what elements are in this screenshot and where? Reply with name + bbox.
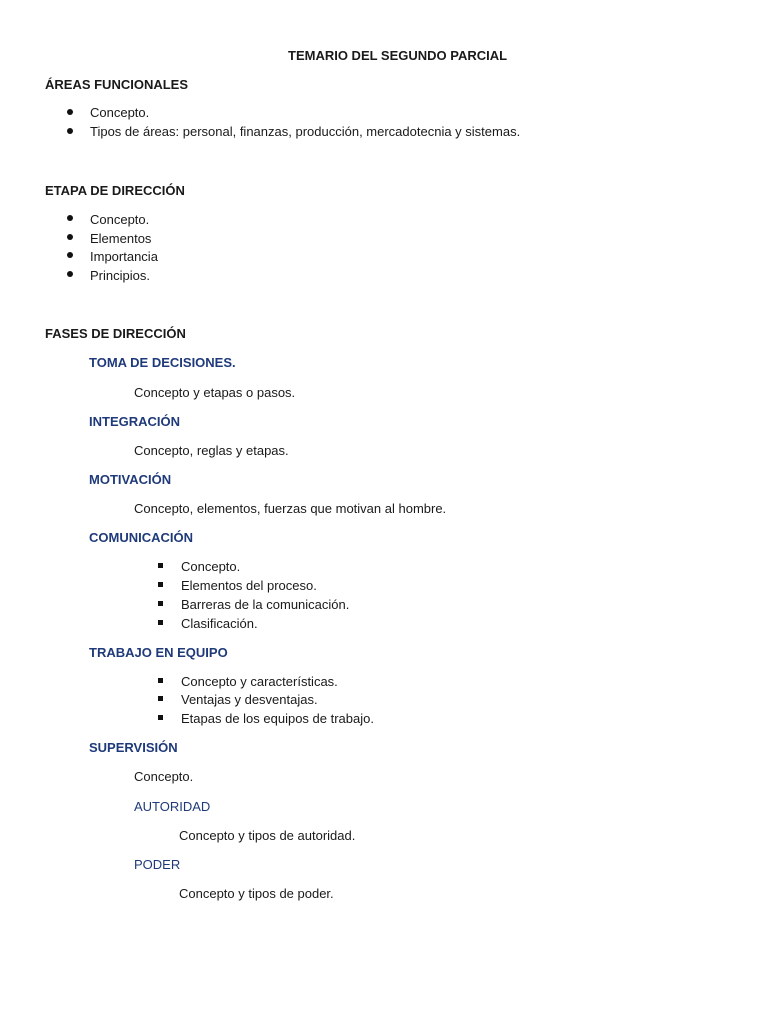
subheading-toma-decisiones: TOMA DE DECISIONES. bbox=[89, 355, 236, 370]
subheading-supervision: SUPERVISIÓN bbox=[89, 740, 178, 755]
square-bullet-icon bbox=[158, 601, 163, 606]
paragraph: Concepto y tipos de poder. bbox=[179, 886, 334, 901]
section-heading-etapa-direccion: ETAPA DE DIRECCIÓN bbox=[45, 183, 185, 198]
list-item: Importancia bbox=[90, 249, 158, 264]
bullet-icon bbox=[67, 109, 73, 115]
bullet-icon bbox=[67, 234, 73, 240]
list-item: Tipos de áreas: personal, finanzas, producción, mercadotecnia y sistemas. bbox=[90, 124, 521, 139]
paragraph: Concepto. bbox=[134, 769, 194, 784]
square-bullet-icon bbox=[158, 678, 163, 683]
list-item: Clasificación. bbox=[181, 616, 258, 631]
list-item: Concepto. bbox=[90, 105, 150, 120]
square-bullet-icon bbox=[158, 620, 163, 625]
bullet-icon bbox=[67, 215, 73, 221]
paragraph: Concepto, elementos, fuerzas que motivan al hombre. bbox=[134, 501, 447, 516]
list-item: Barreras de la comunicación. bbox=[181, 597, 350, 612]
subheading-motivacion: MOTIVACIÓN bbox=[89, 472, 172, 487]
list-item: Concepto y características. bbox=[181, 674, 338, 689]
list-item: Etapas de los equipos de trabajo. bbox=[181, 711, 374, 726]
list-item: Concepto. bbox=[181, 559, 241, 574]
subheading-integracion: INTEGRACIÓN bbox=[89, 414, 180, 429]
list-item: Elementos bbox=[90, 231, 152, 246]
square-bullet-icon bbox=[158, 582, 163, 587]
list-item: Concepto. bbox=[90, 212, 150, 227]
square-bullet-icon bbox=[158, 715, 163, 720]
square-bullet-icon bbox=[158, 696, 163, 701]
paragraph: Concepto y tipos de autoridad. bbox=[179, 828, 356, 843]
paragraph: Concepto, reglas y etapas. bbox=[134, 443, 289, 458]
list-item: Elementos del proceso. bbox=[181, 578, 317, 593]
section-heading-fases-direccion: FASES DE DIRECCIÓN bbox=[45, 326, 186, 341]
bullet-icon bbox=[67, 271, 73, 277]
list-item: Ventajas y desventajas. bbox=[181, 692, 318, 707]
document-title: TEMARIO DEL SEGUNDO PARCIAL bbox=[288, 48, 508, 63]
subheading-trabajo-equipo: TRABAJO EN EQUIPO bbox=[89, 645, 228, 660]
section-heading-areas-funcionales: ÁREAS FUNCIONALES bbox=[45, 77, 189, 92]
square-bullet-icon bbox=[158, 563, 163, 568]
paragraph: Concepto y etapas o pasos. bbox=[134, 385, 296, 400]
subheading-autoridad: AUTORIDAD bbox=[134, 799, 211, 814]
subheading-poder: PODER bbox=[134, 857, 181, 872]
bullet-icon bbox=[67, 252, 73, 258]
list-item: Principios. bbox=[90, 268, 150, 283]
subheading-comunicacion: COMUNICACIÓN bbox=[89, 530, 193, 545]
bullet-icon bbox=[67, 128, 73, 134]
